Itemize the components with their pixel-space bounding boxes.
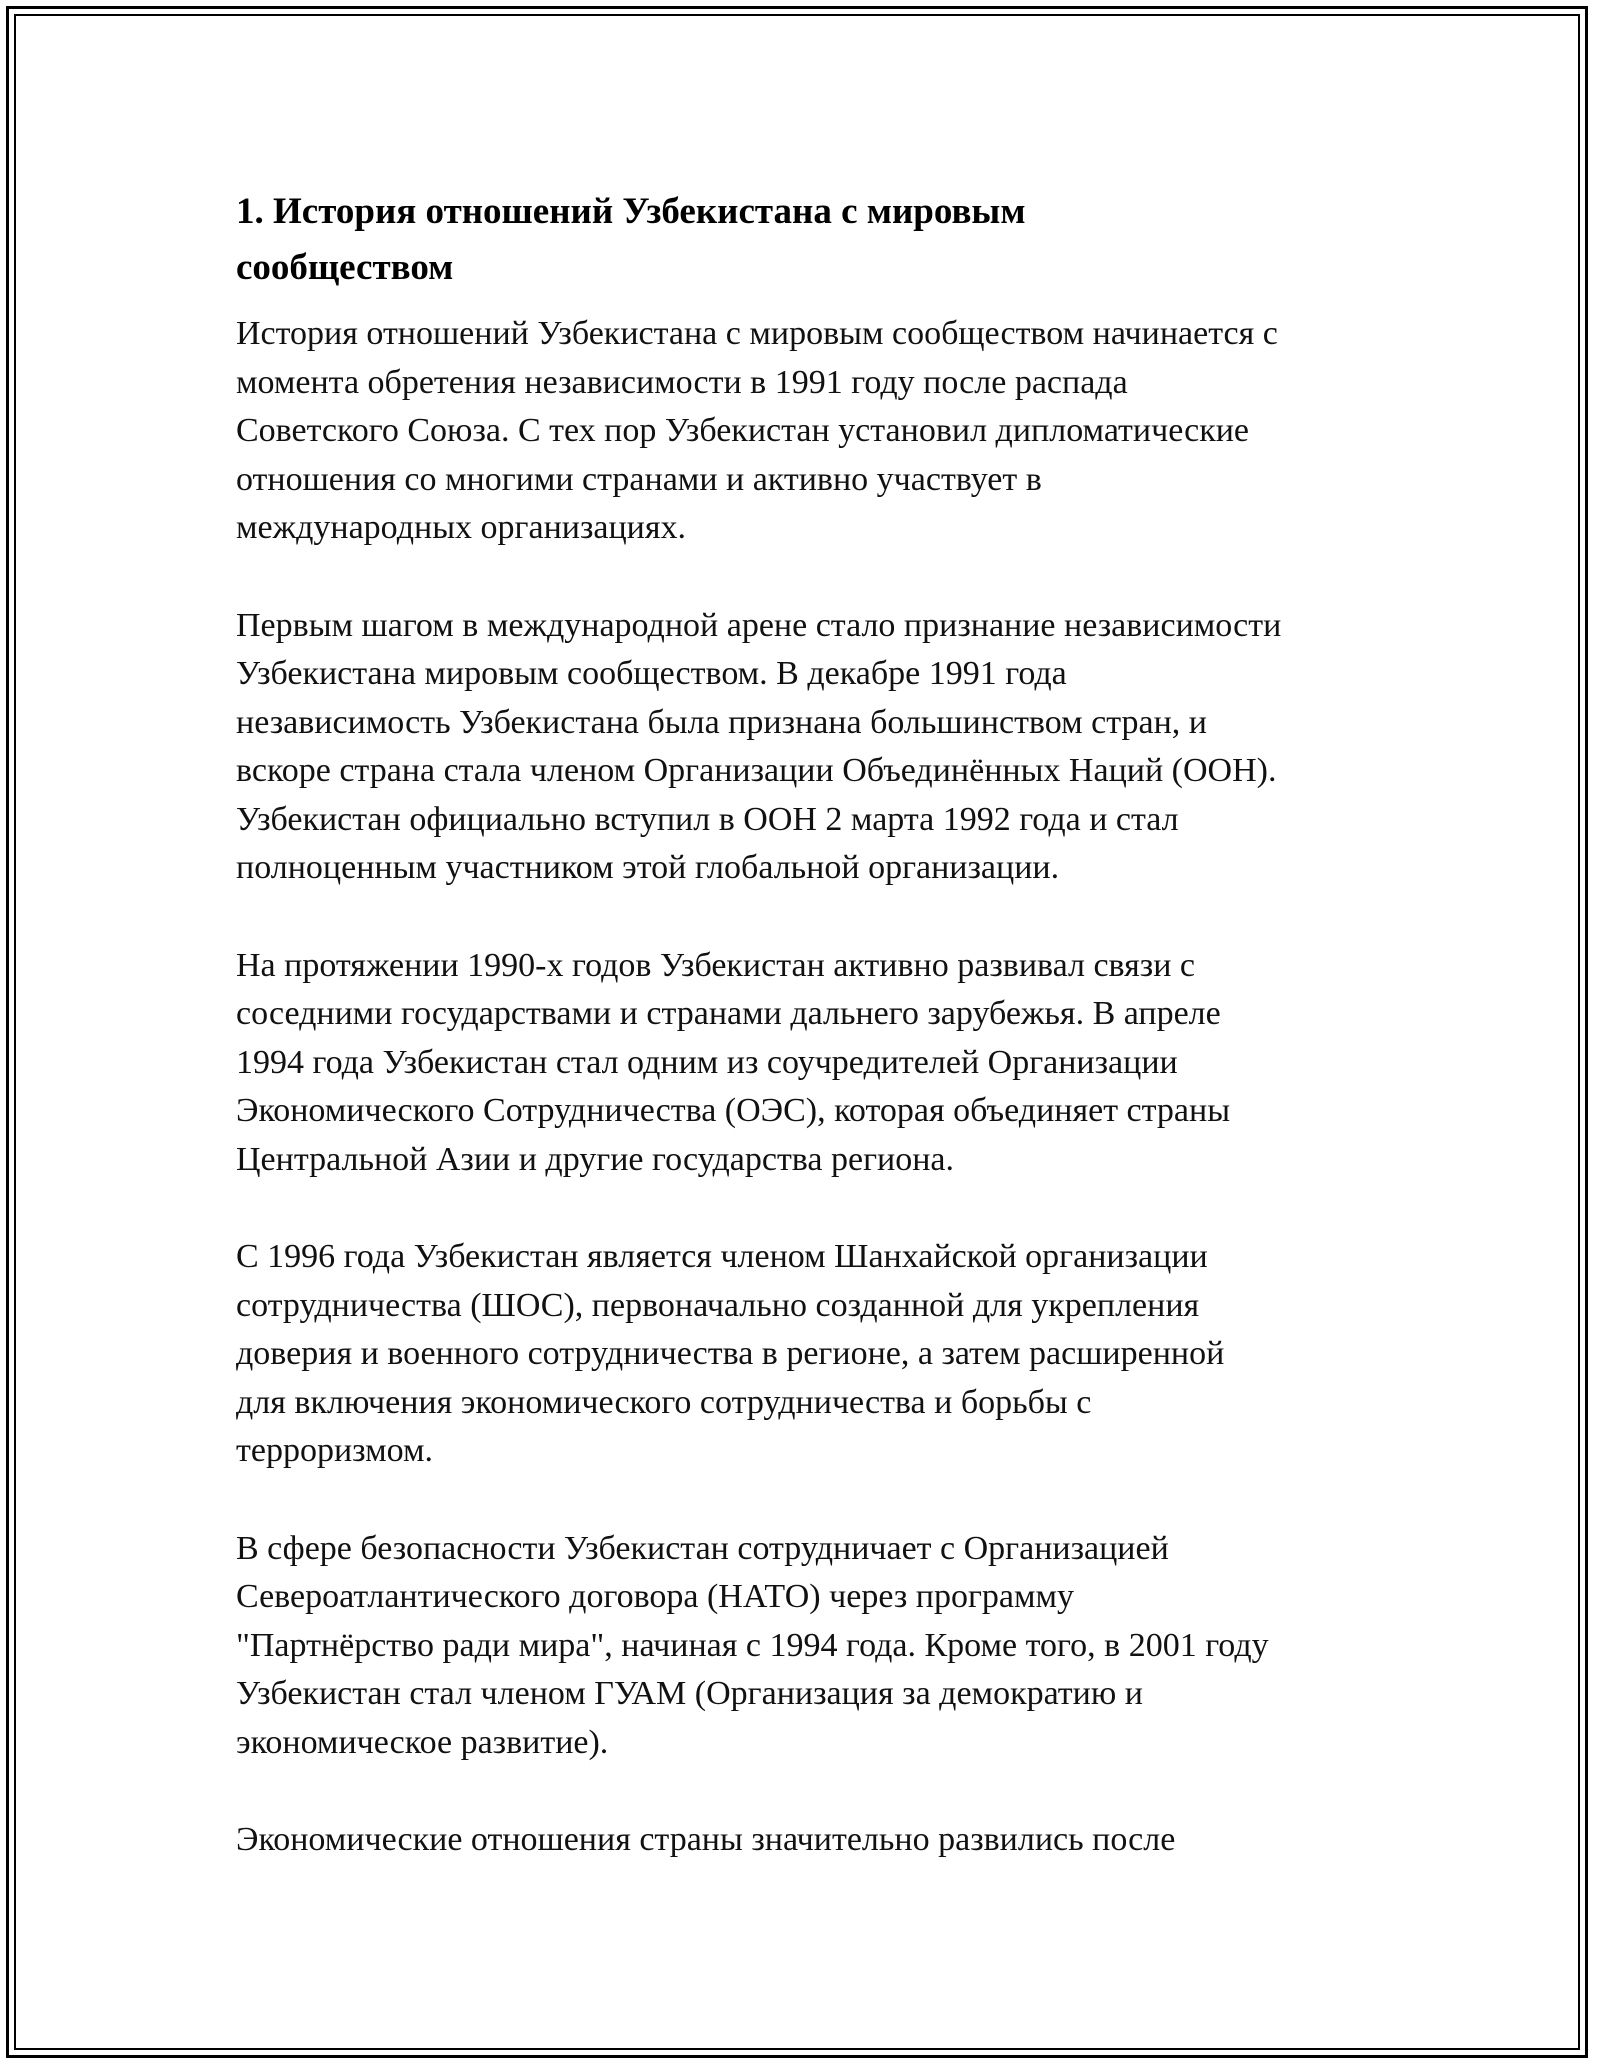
section-title-line: сообществом	[236, 247, 454, 288]
paragraph-sco-membership	[236, 1233, 1386, 1476]
text-line: доверия и военного сотрудничества в регионе, а затем расширенной	[236, 1335, 1225, 1372]
text-line: вскоре страна стала членом Организации Объединённых Наций (ООН).	[236, 752, 1277, 789]
text-line: экономическое развитие).	[236, 1723, 609, 1761]
text-line: Узбекистан официально вступил в ООН 2 марта 1992 года и стал	[236, 800, 1179, 838]
text-line: Североатлантического договора (НАТО) через программу	[236, 1578, 1075, 1615]
paragraph-independence	[236, 310, 1386, 553]
text-line: На протяжении 1990-х годов Узбекистан активно развивал связи с	[236, 946, 1196, 984]
text-line: соседними государствами и странами дальнего зарубежья. В апреле	[236, 995, 1221, 1032]
paragraph-eco-membership	[236, 942, 1386, 1185]
paragraph-economic-relations	[236, 1816, 1386, 1865]
text-line: Узбекистан стал членом ГУАМ (Организация за демократию и	[236, 1675, 1143, 1712]
text-line: Советского Союза. С тех пор Узбекистан установил дипломатические	[236, 412, 1250, 449]
section-title	[236, 184, 1386, 296]
text-line: полноценным участником этой глобальной организации.	[236, 849, 1060, 886]
text-line: "Партнёрство ради мира", начиная с 1994 года. Кроме того, в 2001 году	[236, 1626, 1269, 1664]
text-line: сотрудничества (ШОС), первоначально созданной для укрепления	[236, 1286, 1200, 1324]
text-line: В сфере безопасности Узбекистан сотрудничает с Организацией	[236, 1529, 1169, 1567]
text-line: 1994 года Узбекистан стал одним из соучредителей Организации	[236, 1043, 1178, 1081]
text-line: Центральной Азии и другие государства региона.	[236, 1140, 955, 1178]
paragraph-security-cooperation	[236, 1525, 1386, 1768]
text-line: независимость Узбекистана была признана большинством стран, и	[236, 703, 1207, 741]
text-line: момента обретения независимости в 1991 году после распада	[236, 363, 1128, 401]
section-title-line: 1. История отношений Узбекистана с мировым	[236, 191, 1026, 232]
text-line: отношения со многими странами и активно участвует в	[236, 460, 1042, 498]
text-line: История отношений Узбекистана с мировым сообществом начинается с	[236, 315, 1278, 352]
text-line: Первым шагом в международной арене стало признание независимости	[236, 606, 1282, 644]
text-line: для включения экономического сотрудничества и борьбы с	[236, 1383, 1092, 1421]
paragraph-un-membership	[236, 602, 1386, 893]
text-line: международных организациях.	[236, 509, 687, 546]
text-line: Экономического Сотрудничества (ОЭС), которая объединяет страны	[236, 1092, 1231, 1129]
text-line: Узбекистана мировым сообществом. В декабре 1991 года	[236, 655, 1067, 692]
document-body	[236, 184, 1386, 1914]
text-line: Экономические отношения страны значительно развились после	[236, 1821, 1176, 1858]
text-line: С 1996 года Узбекистан является членом Шанхайской организации	[236, 1238, 1208, 1275]
text-line: терроризмом.	[236, 1432, 433, 1469]
